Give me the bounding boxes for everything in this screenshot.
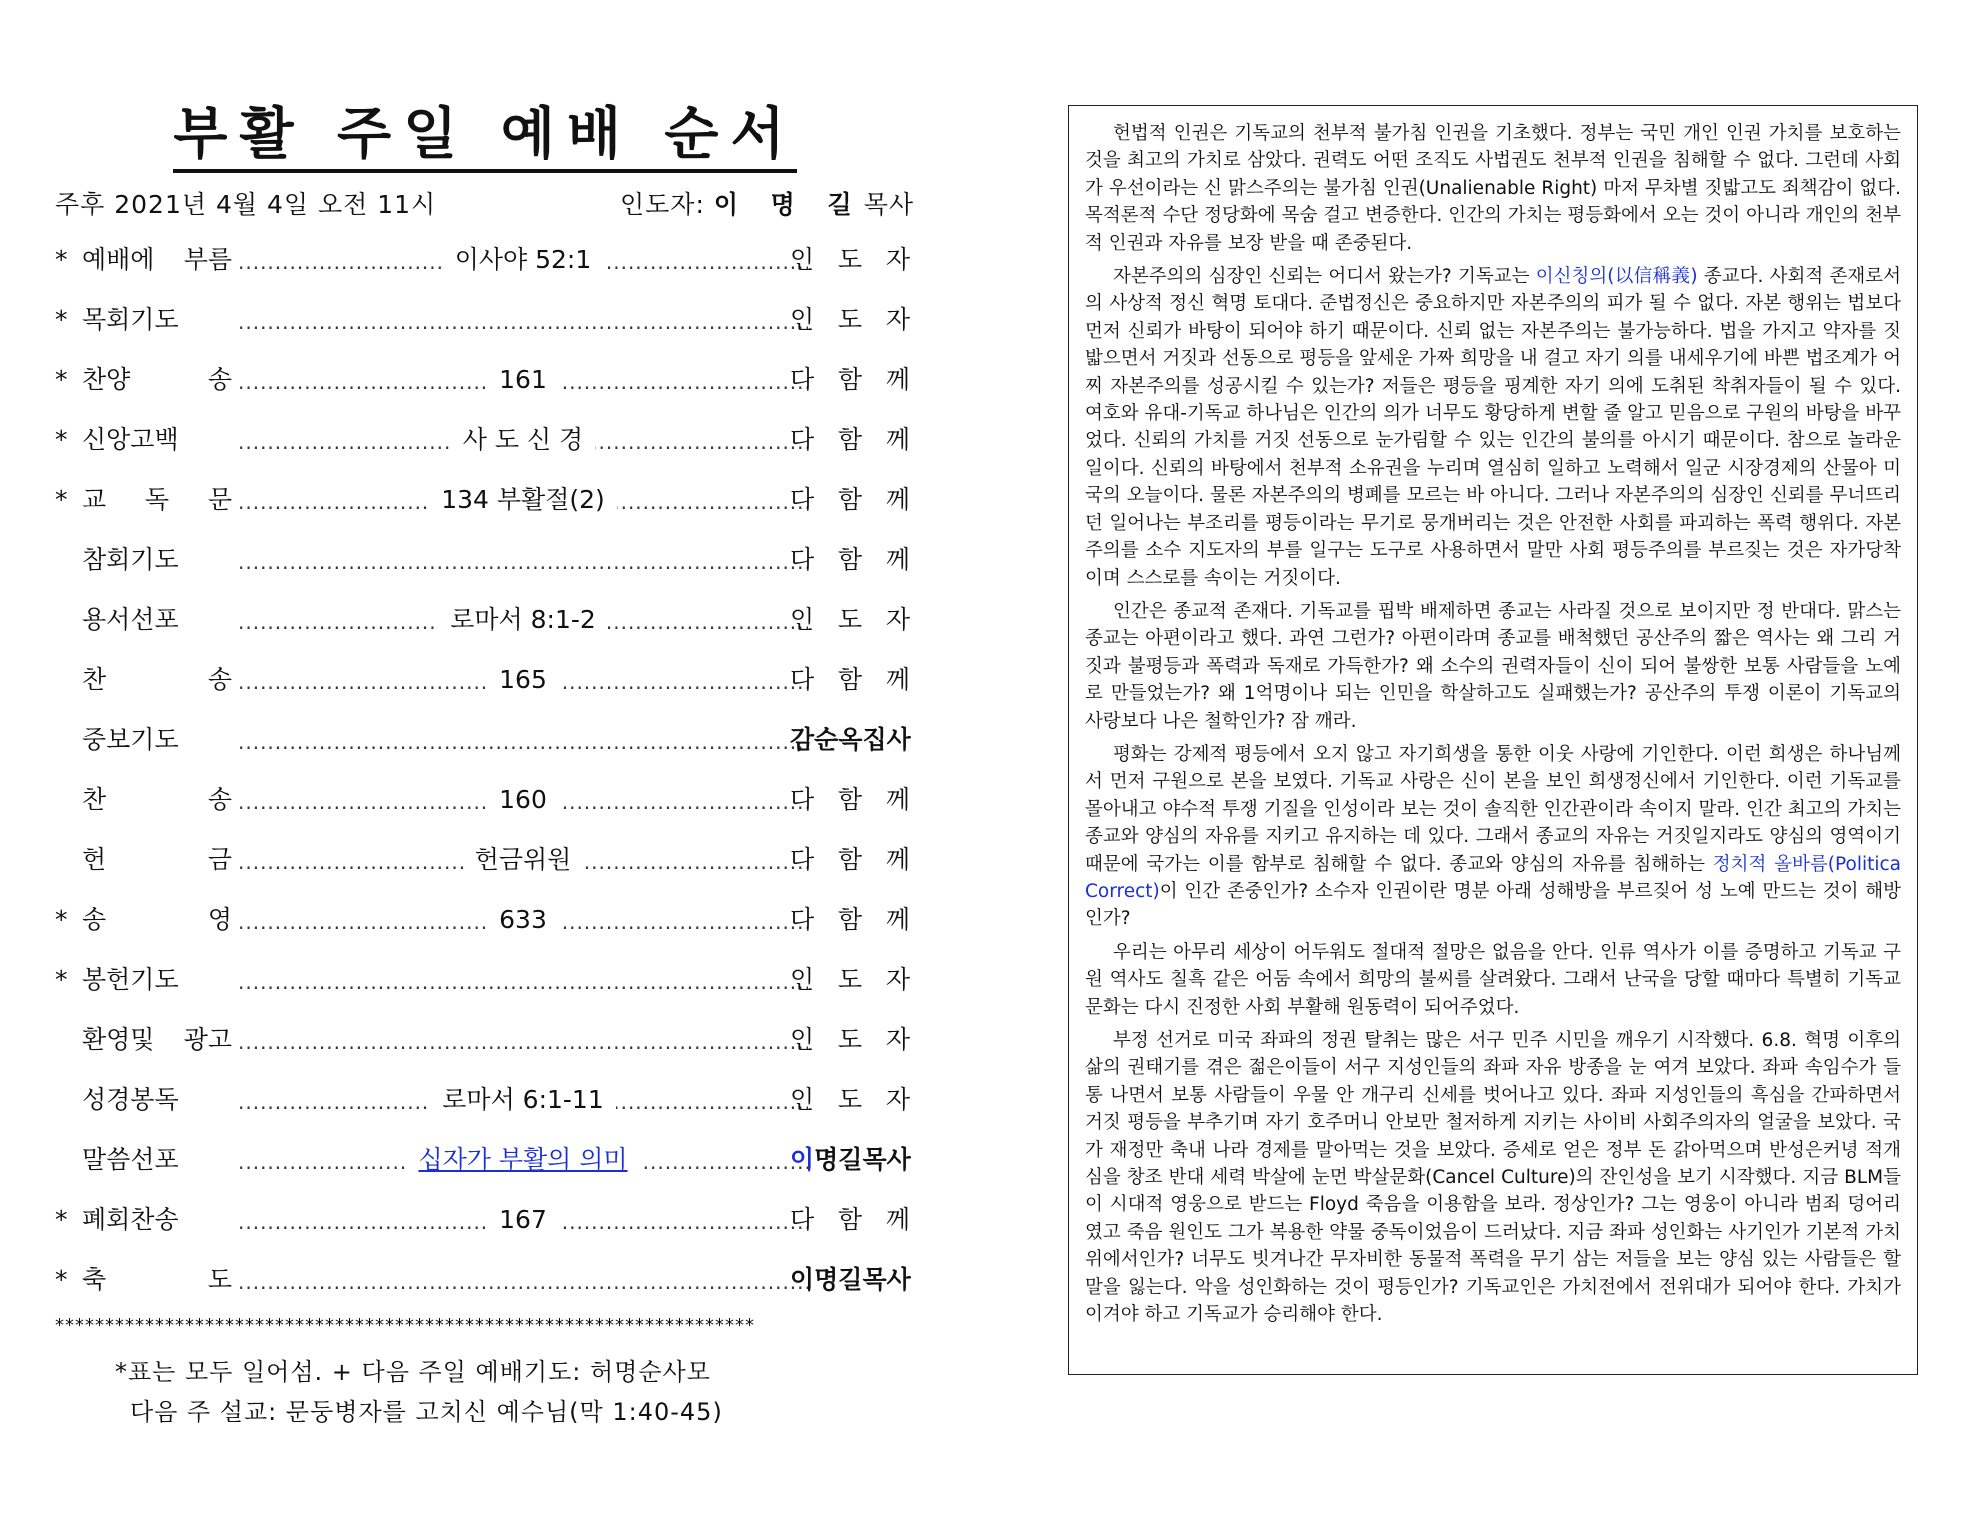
leader-dots	[238, 240, 808, 280]
order-item-leader: 다 함 께	[790, 365, 910, 394]
standing-marker: *	[55, 305, 68, 334]
leader-dots	[238, 1080, 808, 1120]
page-title: 부활 주일 예배 순서	[55, 90, 915, 170]
order-item-leader: 다 함 께	[790, 665, 910, 694]
order-item-detail: 633	[487, 905, 559, 934]
order-item-detail: 134 부활절(2)	[429, 485, 617, 514]
leader-dots	[238, 1020, 808, 1060]
standing-marker: *	[55, 905, 68, 934]
order-item-leader: 인 도 자	[790, 1025, 910, 1054]
order-item-name: 찬 송	[82, 785, 232, 814]
leader-dots	[238, 840, 808, 880]
order-item	[55, 480, 915, 520]
order-item	[55, 600, 915, 640]
order-item-name: 교 독 문	[82, 485, 232, 514]
order-item	[55, 1260, 915, 1300]
order-item-name: 참회기도	[82, 545, 179, 574]
order-item	[55, 780, 915, 820]
standing-marker: *	[55, 365, 68, 394]
leader-dots	[238, 600, 808, 640]
order-item-leader: 다 함 께	[790, 845, 910, 874]
order-item	[55, 540, 915, 580]
standing-marker: *	[55, 485, 68, 514]
leader-dots	[238, 900, 808, 940]
leader-dots	[238, 1200, 808, 1240]
order-item-detail: 헌금위원	[463, 845, 584, 874]
leader-line: 인도자: 이 명 길목사	[620, 190, 914, 219]
order-item-leader: 인 도 자	[790, 305, 910, 334]
leader-dots	[238, 660, 808, 700]
leader-dots	[238, 1140, 808, 1180]
order-item-detail: 로마서 6:1-11	[430, 1085, 615, 1114]
order-item	[55, 1080, 915, 1120]
order-item-name: 봉헌기도	[82, 965, 179, 994]
order-item-leader: 인 도 자	[790, 245, 910, 274]
note-next-sermon: 다음 주 설교: 문둥병자를 고치신 예수님(막 1:40-45)	[130, 1398, 723, 1426]
order-item-name: 예배에 부름	[82, 245, 232, 274]
order-item-leader: 이명길목사	[790, 1145, 911, 1174]
order-item	[55, 300, 915, 340]
order-item	[55, 1200, 915, 1240]
service-dateline	[55, 185, 915, 221]
order-item-name: 성경봉독	[82, 1085, 179, 1114]
highlight-term: 정치적 올바름(Politica Correct)	[1085, 853, 1902, 902]
order-item-detail: 165	[487, 665, 559, 694]
leader-dots	[238, 1260, 808, 1300]
order-item	[55, 900, 915, 940]
order-item	[55, 420, 915, 460]
standing-marker: *	[55, 1265, 68, 1294]
essay-paragraph: 자본주의의 심장인 신뢰는 어디서 왔는가? 기독교는 이신칭의(以信稱義) 종교다. 사회적 존재로서의 사상적 정신 혁명 토대다. 준법정신은 중요하지만 자본주의의 피가 될 수 없다. 자본 행위는 법보다 먼저 신뢰가 바탕이 되어야 하기 때문이다. 신뢰 없는 자본주의는 불가능하다. 법을 가지고 약자를 짓밟으면서 거짓과 선동으로 평등을 앞세운 가짜 희망을 내 걸고 자기 의를 내세우기에 바쁜 법조계가 어찌 자본주의를 성공시킬 수 있는가? 저들은 평등을 핑계한 자기 의에 도취된 착취자들이 될 수 있다. 여호와 유대-기독교 하나님은 인간의 의가 너무도 황당하게 변할 줄 알고 믿음으로 구원의 바탕을 바꾸었다. 신뢰의 가치를 거짓 선동으로 눈가림할 수 있는 인간의 불의를 아시기 때문이다. 참으로 놀라운 일이다. 신뢰의 바탕에서 천부적 소유권을 누리며 열심히 일하고 노력해서 일군 시장경제의 산물아 미국의 오늘이다. 물론 자본주의의 병폐를 모르는 바 아니다. 그러나 자본주의의 심장인 신뢰를 무너뜨리던 일어나는 부조리를 평등이라는 무기로 뭉개버리는 것은 안전한 사회를 파괴하는 폭력 행위다. 자본주의를 소수 지도자의 부를 일구는 도구로 사용하면서 말만 사회 평등주의를 부르짖는 것은 자가당착이며 스스로를 속이는 거짓이다.	[1085, 266, 1902, 589]
order-item-name: 용서선포	[82, 605, 179, 634]
standing-marker: *	[55, 1205, 68, 1234]
standing-marker: *	[55, 245, 68, 274]
order-item-detail: 160	[487, 785, 559, 814]
essay-paragraph: 평화는 강제적 평등에서 오지 않고 자기희생을 통한 이웃 사랑에 기인한다. 이런 희생은 하나님께서 먼저 구원으로 본을 보였다. 기독교 사랑은 신이 본을 보인 희생정신에서 기인한다. 이런 기독교를 몰아내고 야수적 투쟁 기질을 인성이라 보는 것이 솔직한 인간관이라 속이지 말라. 인간 최고의 가치는 종교와 양심의 자유를 지키고 유지하는 데 있다. 그래서 종교의 자유는 거짓일지라도 양심의 영역이기 때문에 국가는 이를 함부로 침해할 수 없다. 종교와 양심의 자유를 침해하는 정치적 올바름(Politica Correct)이 인간 존중인가? 소수자 인권이란 명분 아래 성해방을 부르짖어 성 노예 만드는 것이 해방인가?	[1085, 743, 1902, 930]
leader-dots	[238, 480, 808, 520]
order-item	[55, 840, 915, 880]
order-item-leader: 인 도 자	[790, 965, 910, 994]
order-item	[55, 1140, 915, 1180]
essay-paragraph: 헌법적 인권은 기독교의 천부적 불가침 인권을 기초했다. 정부는 국민 개인 인권 가치를 보호하는 것을 최고의 가치로 삼았다. 권력도 어떤 조직도 사법권도 천부적 인권을 침해할 수 없다. 그런데 사회가 우선이라는 신 맑스주의는 불가침 인권(Unalienable Right) 마저 무차별 짓밟고도 죄책감이 없다. 목적론적 수단 정당화에 목숨 걸고 변증한다. 인간의 가치는 평등화에서 오는 것이 아니라 개인의 천부적 인권과 자유를 보장 받을 때 존중된다.	[1085, 123, 1901, 254]
leader-dots	[238, 540, 808, 580]
order-item-name: 축 도	[82, 1265, 232, 1294]
order-item-name: 환영및 광고	[82, 1025, 232, 1054]
highlight-term: 이신칭의(以信稱義)	[1535, 266, 1698, 288]
order-item-detail: 이사야 52:1	[443, 245, 604, 274]
order-item-detail: 로마서 8:1-2	[438, 605, 608, 634]
essay-paragraph: 인간은 종교적 존재다. 기독교를 핍박 배제하면 종교는 사라질 것으로 보이지만 정 반대다. 맑스는 종교는 아편이라고 했다. 과연 그런가? 아편이라며 종교를 배척했던 공산주의 짧은 역사는 왜 그리 거짓과 불평등과 폭력과 독재로 가득한가? 왜 소수의 권력자들이 신이 되어 불쌍한 보통 사람들을 노예로 만들었는가? 왜 1억명이나 되는 인민을 학살하고도 실패했는가? 공산주의 투쟁 이론이 기독교의 사랑보다 나은 철학인가? 잠 깨라.	[1085, 600, 1901, 732]
order-item-name: 송 영	[82, 905, 232, 934]
order-item-name: 신앙고백	[82, 425, 179, 454]
order-item-name: 폐회찬송	[82, 1205, 179, 1234]
order-item-name: 찬양 송	[82, 365, 232, 394]
order-item-name: 목회기도	[82, 305, 179, 334]
leader-dots	[238, 720, 808, 760]
order-item-leader: 다 함 께	[790, 1205, 910, 1234]
order-item-leader: 감순옥집사	[790, 725, 911, 754]
leader-dots	[238, 780, 808, 820]
note-standing: *표는 모두 일어섬. + 다음 주일 예배기도: 허명순사모	[115, 1358, 711, 1386]
essay-paragraph: 부정 선거로 미국 좌파의 정권 탈취는 많은 서구 민주 시민을 깨우기 시작했다. 6.8. 혁명 이후의 삶의 권태기를 겪은 젊은이들이 서구 지성인들의 좌파 자유 방종을 눈 여겨 보았다. 좌파 속임수가 들통 나면서 보통 사람들이 우물 안 개구리 신세를 벗어나고 있다. 좌파 지성인들의 흑심을 간파하면서 거짓 평등을 부추기며 자기 호주머니 안보만 철저하게 지키는 사이비 사회주의자의 얼굴을 보았다. 국가 재정만 축내 나라 경제를 말아먹는 것을 보았다. 증세로 얻은 정부 돈 갉아먹으며 반성은커녕 적개심을 창조 반대 세력 박살에 눈먼 박살문화(Cancel Culture)의 잔인성을 보기 시작했다. 지금 BLM들이 시대적 영웅으로 받드는 Floyd 죽음을 이용함을 보라. 정상인가? 그는 영웅이 아니라 범죄 덩어리였고 죽음 원인도 그가 복용한 약물 중독이었음이 드러났다. 지금 좌파 성인화는 사기인가 기본적 가치 위에서인가? 너무도 빗겨나간 무자비한 동물적 폭력을 무기 삼는 저들을 보는 양심 있는 사람들은 할 말을 잃는다. 악을 성인화하는 것이 평등인가? 기독교인은 가치전에서 전위대가 되어야 한다. 가치가 이겨야 하고 기독교가 승리해야 한다.	[1085, 1030, 1901, 1326]
leader-dots	[238, 300, 808, 340]
standing-marker: *	[55, 425, 68, 454]
order-item-leader: 이명길목사	[790, 1265, 911, 1294]
order-item-leader: 다 함 께	[790, 545, 910, 574]
service-date: 주후 2021년 4월 4일 오전 11시	[55, 190, 437, 219]
essay-paragraph: 우리는 아무리 세상이 어두워도 절대적 절망은 없음을 안다. 인류 역사가 이를 증명하고 기독교 구원 역사도 칠흑 같은 어둠 속에서 희망의 불씨를 살려왔다. 그래서 난국을 당할 때마다 특별히 기독교 문화는 다시 진정한 사회 부활해 원동력이 되어주었다.	[1085, 941, 1901, 1018]
separator-line: **********************************************************************	[55, 1315, 755, 1336]
order-item-leader: 다 함 께	[790, 905, 910, 934]
order-item	[55, 240, 915, 280]
standing-marker: *	[55, 965, 68, 994]
order-item	[55, 660, 915, 700]
order-item-leader: 다 함 께	[790, 785, 910, 814]
order-item-leader: 인 도 자	[790, 605, 910, 634]
leader-dots	[238, 360, 808, 400]
order-item-name: 찬 송	[82, 665, 232, 694]
leader-dots	[238, 960, 808, 1000]
order-item-detail: 161	[487, 365, 559, 394]
order-item-leader: 다 함 께	[790, 425, 910, 454]
order-item-leader: 다 함 께	[790, 485, 910, 514]
leader-dots	[238, 420, 808, 460]
order-item-detail: 사 도 신 경	[451, 425, 595, 454]
order-item	[55, 720, 915, 760]
leader-name: 이 명 길	[713, 190, 864, 219]
order-item-leader: 인 도 자	[790, 1085, 910, 1114]
order-item-detail: 167	[487, 1205, 559, 1234]
order-item-detail[interactable]: 십자가 부활의 의미	[406, 1145, 639, 1174]
order-item	[55, 960, 915, 1000]
essay-column	[1068, 105, 1918, 1375]
order-item-name: 중보기도	[82, 725, 179, 754]
order-item	[55, 1020, 915, 1060]
order-item-name: 헌 금	[82, 845, 232, 874]
order-item	[55, 360, 915, 400]
order-item-name: 말씀선포	[82, 1145, 179, 1174]
